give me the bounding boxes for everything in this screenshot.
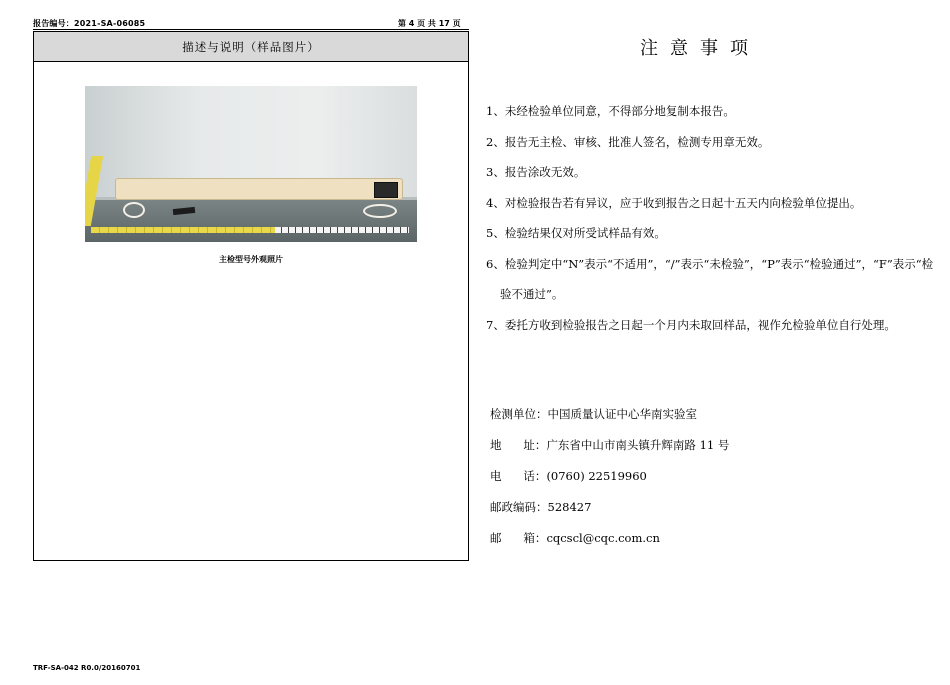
notice-list — [486, 96, 936, 340]
postcode-value: 528427 — [547, 500, 592, 514]
notice-item: 3、报告涂改无效。 — [486, 165, 586, 179]
unit-label: 检测单位： — [490, 407, 548, 421]
phone-label: 电 话： — [490, 469, 547, 483]
postcode-label: 邮政编码： — [490, 500, 548, 514]
heater-panel — [115, 178, 403, 200]
page-indicator: 第 4 页 共 17 页 — [398, 19, 461, 28]
power-cord-right — [363, 204, 397, 218]
contact-block — [490, 399, 930, 554]
notice-item: 4、对检验报告若有异议，应于收到报告之日起十五天内向检验单位提出。 — [486, 195, 862, 210]
report-number: 报告编号：2021-SA-06085 — [33, 19, 146, 28]
heater-display — [374, 182, 398, 198]
address-value: 广东省中山市南头镇升辉南路 11 号 — [546, 438, 730, 452]
measuring-tape-bottom-white — [275, 227, 409, 233]
contact-email — [490, 523, 930, 554]
contact-phone — [490, 461, 930, 492]
panel-title: 描述与说明（样品图片） — [34, 32, 468, 62]
contact-unit — [490, 399, 930, 430]
notice-item: 2、报告无主检、审核、批准人签名，检测专用章无效。 — [486, 134, 770, 149]
form-number: TRF-SA-042 R0.0/20160701 — [33, 664, 141, 672]
notice-item: 6、检验判定中“N”表示“不适用”，“/”表示“未检验”，“P”表示“检验通过”，“F”表示“检验不通过”。 — [486, 256, 934, 301]
sample-photo — [85, 86, 417, 242]
contact-address — [490, 430, 930, 461]
notice-item: 5、检验结果仅对所受试样品有效。 — [486, 226, 666, 240]
address-label: 地 址： — [490, 438, 547, 452]
contact-postcode — [490, 492, 930, 523]
notice-item: 7、委托方收到检验报告之日起一个月内未取回样品，视作允检验单位自行处理。 — [486, 317, 896, 332]
notice-item: 1、未经检验单位同意，不得部分地复制本报告。 — [486, 104, 735, 118]
notice-title: 注意事项 — [640, 38, 760, 59]
photo-caption: 主检型号外观照片 — [219, 255, 283, 264]
email-label: 邮 箱： — [490, 531, 547, 545]
phone-value: (0760) 22519960 — [546, 469, 647, 483]
header-rule — [33, 29, 469, 30]
unit-value: 中国质量认证中心华南实验室 — [547, 407, 697, 421]
email-value: cqcscl@cqc.com.cn — [546, 531, 660, 545]
power-cord-left — [123, 202, 145, 218]
